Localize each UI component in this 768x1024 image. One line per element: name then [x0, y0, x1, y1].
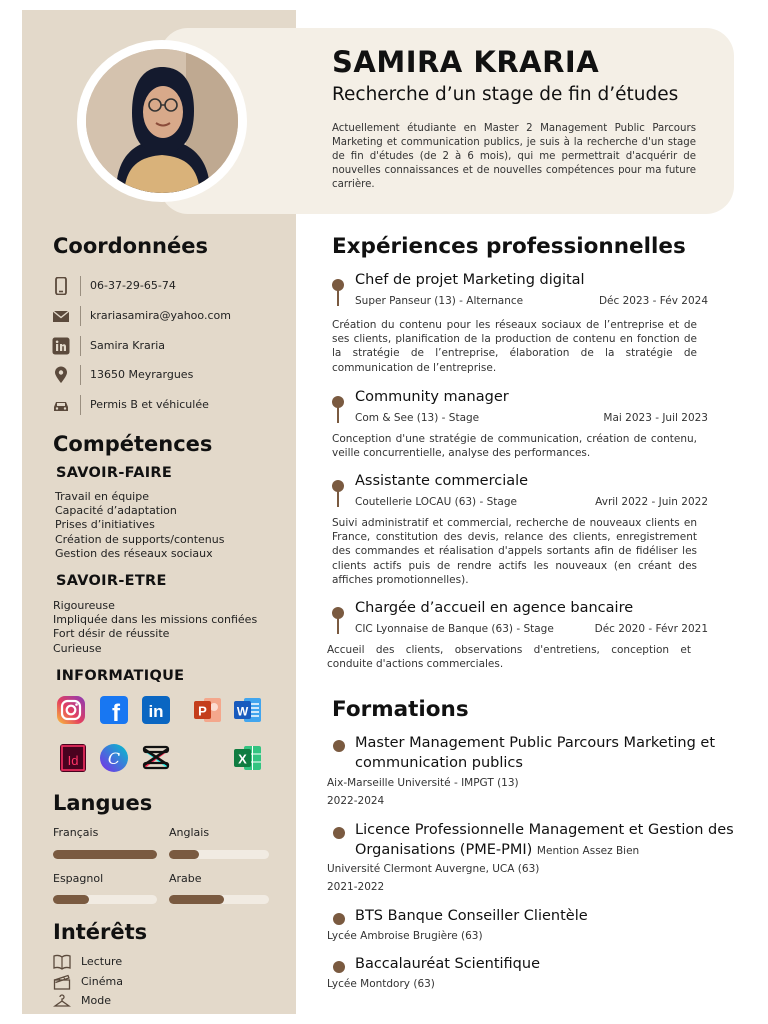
- language-level-fill: [169, 895, 224, 904]
- savoir-faire-heading: SAVOIR-FAIRE: [56, 465, 173, 481]
- facebook-letter: f: [112, 700, 120, 725]
- informatique-heading: INFORMATIQUE: [56, 668, 185, 684]
- job-title: Chargée d’accueil en agence bancaire: [355, 600, 634, 616]
- hanger-icon: [53, 993, 71, 1009]
- job-entry: [330, 389, 708, 469]
- language-level-fill: [53, 850, 157, 859]
- job-company: Super Panseur (13) - Alternance: [355, 295, 524, 307]
- school-name: Lycée Montdory (63): [327, 978, 435, 990]
- job-objective: Recherche d’un stage de fin d’études: [332, 84, 679, 105]
- education-entry: [327, 734, 737, 814]
- job-dates: Déc 2023 - Fév 2024: [598, 295, 708, 307]
- language-level-bar: [169, 850, 269, 859]
- savoir-etre-heading: SAVOIR-ETRE: [56, 573, 167, 589]
- language-name: Arabe: [169, 872, 202, 885]
- list-item: Prises d’initiatives: [55, 518, 155, 532]
- job-entry: [330, 473, 708, 593]
- list-item: Rigoureuse: [53, 599, 115, 612]
- skills-heading: Compétences: [53, 432, 213, 456]
- education-entry: [327, 955, 737, 995]
- excel-icon: [233, 743, 263, 773]
- degree-name: BTS Banque Conseiller Clientèle: [355, 908, 588, 924]
- separator: [80, 395, 81, 415]
- email-icon: [52, 307, 70, 325]
- word-letter: W: [236, 704, 249, 719]
- contact-linkedin: [52, 335, 292, 357]
- location-text: 13650 Meyrargues: [90, 368, 194, 381]
- education-heading: Formations: [332, 697, 469, 722]
- location-pin-icon: [52, 366, 70, 384]
- interests-heading: Intérêts: [53, 920, 148, 944]
- degree-name: Baccalauréat Scientifique: [355, 956, 540, 972]
- job-entry: [330, 272, 708, 382]
- separator: [80, 306, 81, 326]
- phone-number[interactable]: 06-37-29-65-74: [90, 279, 176, 292]
- language-name: Français: [53, 826, 99, 839]
- job-dates: Mai 2023 - Juil 2023: [603, 412, 708, 424]
- savoir-faire-list: [55, 490, 224, 561]
- job-title: Chef de projet Marketing digital: [355, 272, 585, 288]
- list-item: Gestion des réseaux sociaux: [55, 546, 213, 560]
- language-name: Espagnol: [53, 872, 104, 885]
- contact-email: [52, 305, 292, 327]
- job-entry: [327, 600, 708, 680]
- school-name: Lycée Ambroise Brugière (63): [327, 930, 483, 942]
- list-item: Travail en équipe: [55, 490, 149, 503]
- language-level-bar: [169, 895, 269, 904]
- contact-license: [52, 394, 292, 416]
- job-dates: Déc 2020 - Févr 2021: [594, 623, 708, 635]
- degree-name: Licence Professionnelle Management et Gestion des Organisations (PME-PMI): [355, 822, 734, 858]
- languages-heading: Langues: [53, 791, 153, 815]
- powerpoint-letter: P: [198, 703, 207, 719]
- indesign-icon: [58, 743, 88, 773]
- degree-years: 2022-2024: [327, 795, 385, 807]
- list-item: Impliquée dans les missions confiées: [53, 613, 258, 627]
- job-title: Assistante commerciale: [355, 473, 529, 489]
- timeline-stem: [337, 290, 339, 306]
- intro-paragraph: Actuellement étudiante en Master 2 Management Public Parcours Marketing et communication publics, je suis à la recherche d'un stage de fin d'études (de 2 à 6 mois), qui me permettrait d'acquérir de nouvelles connaissances et de nouvelles compétences pour ma future carrière.: [332, 123, 696, 190]
- license-text: Permis B et véhiculée: [90, 398, 209, 411]
- degree-years: 2021-2022: [327, 881, 385, 893]
- car-icon: [52, 396, 70, 414]
- degree-title: [355, 907, 745, 927]
- separator: [80, 365, 81, 385]
- instagram-icon: [56, 695, 86, 725]
- experience-heading: Expériences professionnelles: [332, 234, 686, 259]
- degree-title: [355, 821, 745, 861]
- linkedin-letters: in: [148, 702, 164, 721]
- canva-icon: [99, 743, 129, 773]
- list-item: Curieuse: [53, 641, 102, 655]
- excel-letter: X: [238, 751, 247, 767]
- bullet-dot: [333, 740, 345, 752]
- language-level-fill: [169, 850, 199, 859]
- indesign-letters: Id: [67, 753, 79, 768]
- education-entry: [327, 907, 737, 947]
- degree-title: [355, 955, 745, 975]
- contact-heading: Coordonnées: [53, 234, 208, 258]
- linkedin-name[interactable]: Samira Kraria: [90, 339, 166, 352]
- job-description: Création du contenu pour les réseaux sociaux de l’entreprise et de ses clients, planification de la production de contenu en fonction de la stratégie de l’entreprise, élaboration de la stratégie de communication de l’entreprise.: [332, 319, 697, 374]
- savoir-etre-list: [53, 599, 257, 656]
- email-address[interactable]: krariasamira@yahoo.com: [90, 309, 231, 322]
- bullet-dot: [333, 961, 345, 973]
- job-company: Coutellerie LOCAU (63) - Stage: [355, 496, 517, 508]
- separator: [80, 336, 81, 356]
- job-description: Conception d'une stratégie de communication, création de contenu, veille concurrentielle, analyse des performances.: [332, 433, 697, 460]
- list-item: Création de supports/contenus: [55, 532, 225, 546]
- language-level-fill: [53, 895, 89, 904]
- school-name: Université Clermont Auvergne, UCA (63): [327, 863, 540, 875]
- phone-icon: [52, 277, 70, 295]
- word-icon: [233, 695, 263, 725]
- linkedin-tool-icon: [141, 695, 171, 725]
- interest-label: Lecture: [81, 955, 123, 968]
- education-entry: [327, 821, 737, 901]
- bullet-dot: [333, 827, 345, 839]
- linkedin-icon: [52, 337, 70, 355]
- degree-mention: Mention Assez Bien: [536, 844, 640, 857]
- capcut-icon: [141, 743, 171, 773]
- timeline-stem: [337, 407, 339, 423]
- job-description: Accueil des clients, observations d'entretiens, conception et conduite d'actions commerciales.: [327, 644, 691, 671]
- powerpoint-icon: [193, 695, 223, 725]
- job-company: CIC Lyonnaise de Banque (63) - Stage: [355, 623, 554, 635]
- separator: [80, 276, 81, 296]
- interest-label: Mode: [81, 994, 111, 1007]
- clapperboard-icon: [53, 974, 71, 990]
- candidate-name: SAMIRA KRARIA: [332, 45, 600, 79]
- list-item: Capacité d’adaptation: [55, 504, 177, 518]
- list-item: Fort désir de réussite: [53, 627, 170, 641]
- language-level-bar: [53, 850, 157, 859]
- interest-label: Cinéma: [81, 975, 123, 988]
- job-description: Suivi administratif et commercial, recherche de nouveaux clients en France, constitution des devis, relance des clients, enregistrement des commandes et réalisation d'appels sortants afin de fidéliser les clients actifs puis de rendre actifs les nouveaux (en créant des affiches promotionnelles).: [332, 517, 697, 586]
- facebook-icon: [99, 695, 129, 725]
- timeline-stem: [337, 618, 339, 634]
- profile-photo: [86, 49, 238, 193]
- contact-location: [52, 364, 292, 386]
- language-name: Anglais: [169, 826, 210, 839]
- job-dates: Avril 2022 - Juin 2022: [595, 496, 708, 508]
- book-icon: [53, 954, 71, 970]
- school-name: Aix-Marseille Université - IMPGT (13): [327, 777, 519, 789]
- degree-title: [355, 734, 745, 773]
- job-title: Community manager: [355, 389, 509, 405]
- timeline-stem: [337, 491, 339, 507]
- bullet-dot: [333, 913, 345, 925]
- language-level-bar: [53, 895, 157, 904]
- degree-name: Master Management Public Parcours Marketing et communication publics: [355, 735, 716, 771]
- job-company: Com & See (13) - Stage: [355, 412, 480, 424]
- canva-letter: C: [107, 749, 121, 768]
- contact-phone: [52, 275, 292, 297]
